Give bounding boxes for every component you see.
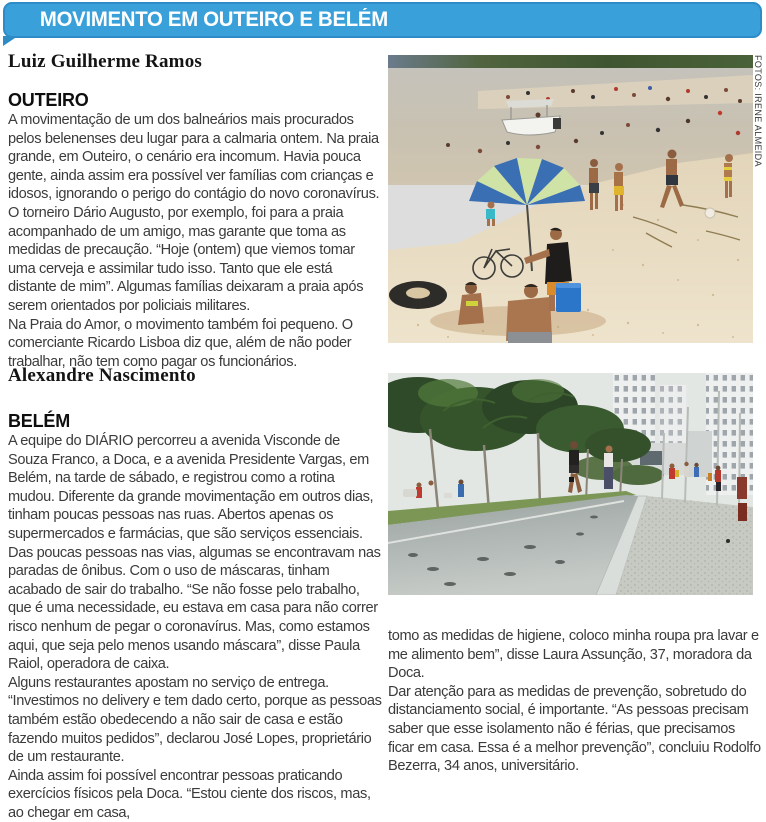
beach-ball: [705, 208, 715, 218]
street-photo-illustration: [388, 373, 753, 595]
belem-paragraph: A equipe do DIÁRIO percorreu a avenida Visconde de Souza Franco, a Doca, e a avenida Presidente Vargas, em Belém, na tarde de sábado, e registrou como a rotina mudou. Diferente da grande movimentação em outros dias, tinham poucas pessoas nas ruas. Abertos apenas os supermercados e farmácias, que são serviços essenciais.: [8, 433, 374, 542]
belem-body-continuation: [388, 627, 762, 776]
belem-paragraph: Ainda assim foi possível encontrar pessoas praticando exercícios físicos pela Doca. “Estou ciente dos riscos, mas, ao chegar em casa,: [8, 767, 371, 821]
red-kiosk: [737, 477, 747, 499]
cooler-lid: [556, 283, 581, 288]
distant-trees: [612, 465, 664, 485]
red-hydrant: [738, 503, 747, 521]
child-teal: [486, 202, 495, 227]
section-banner: [3, 2, 762, 38]
photo-credit: FOTOS: IRENE ALMEIDA: [753, 55, 763, 167]
street-photo: [388, 373, 753, 595]
outeiro-body: [8, 111, 382, 371]
heading-outeiro: OUTEIRO: [8, 90, 89, 110]
continuation-paragraph: Dar atenção para as medidas de prevenção, sobretudo do distanciamento social, é importante. “As pessoas precisam saber que esse isolamento não é férias, que precisamos ficar em casa. Essa é a melhor prevenção”, concluiu Rodolfo Bezerra, 34 anos, universitário.: [388, 683, 761, 775]
belem-paragraph: Alguns restaurantes apostam no serviço de entrega. “Investimos no delivery e tem dado certo, porque as pessoas também estão obedecendo a não sair de casa e estão fazendo muitos pedidos”, declarou José Lopes, proprietário de um restaurante.: [8, 674, 382, 766]
byline-outeiro: Luiz Guilherme Ramos: [8, 51, 202, 72]
heading-belem: BELÉM: [8, 411, 71, 431]
outeiro-paragraph: A movimentação de um dos balneários mais procurados pelos belenenses deu lugar para a calmaria ontem. Na praia grande, em Outeiro, o cenário era incomum. Havia pouca gente, ainda assim era possível ver famílias com crianças e idosos, ignorando o perigo do contágio do novo coronavírus. O torneiro Dário Augusto, por exemplo, foi para a praia acompanhado de um amigo, mas garante que toma as medidas de precaução. “Hoje (ontem) que viemos tomar uma cerveja e assimilar tudo isso. Tanto que ele está distante de mim”. Algumas famílias deixaram a praia após serem orientados por policiais militares.: [8, 112, 380, 314]
inner-tube: [389, 281, 447, 309]
belem-body: [8, 432, 382, 822]
belem-paragraph: Das poucas pessoas nas vias, algumas se encontravam nas paradas de ônibus. Com o uso de máscaras, tinham acabado de sair do trabalho. “Se não fosse pelo trabalho, que é uma necessidade, eu estava em casa para não correr risco nenhum de pegar o coronavírus. Mas, como estamos aqui, que seja pelo menos usando máscara”, disse Paula Raiol, operadora de caixa.: [8, 544, 381, 673]
continuation-paragraph: tomo as medidas de higiene, coloco minha roupa pra lavar e me alimento bem”, disse Laura Assunção, 37, moradora da Doca.: [388, 628, 759, 682]
beach-photo-illustration: [388, 55, 753, 343]
outeiro-paragraph: Na Praia do Amor, o movimento também foi pequeno. O comerciante Ricardo Lisboa diz que, além de não poder trabalhar, não tem como pagar os funcionários.: [8, 316, 353, 370]
beach-photo: [388, 55, 753, 343]
byline-belem: Alexandre Nascimento: [8, 365, 196, 386]
section-banner-title: MOVIMENTO EM OUTEIRO E BELÉM: [39, 8, 388, 31]
